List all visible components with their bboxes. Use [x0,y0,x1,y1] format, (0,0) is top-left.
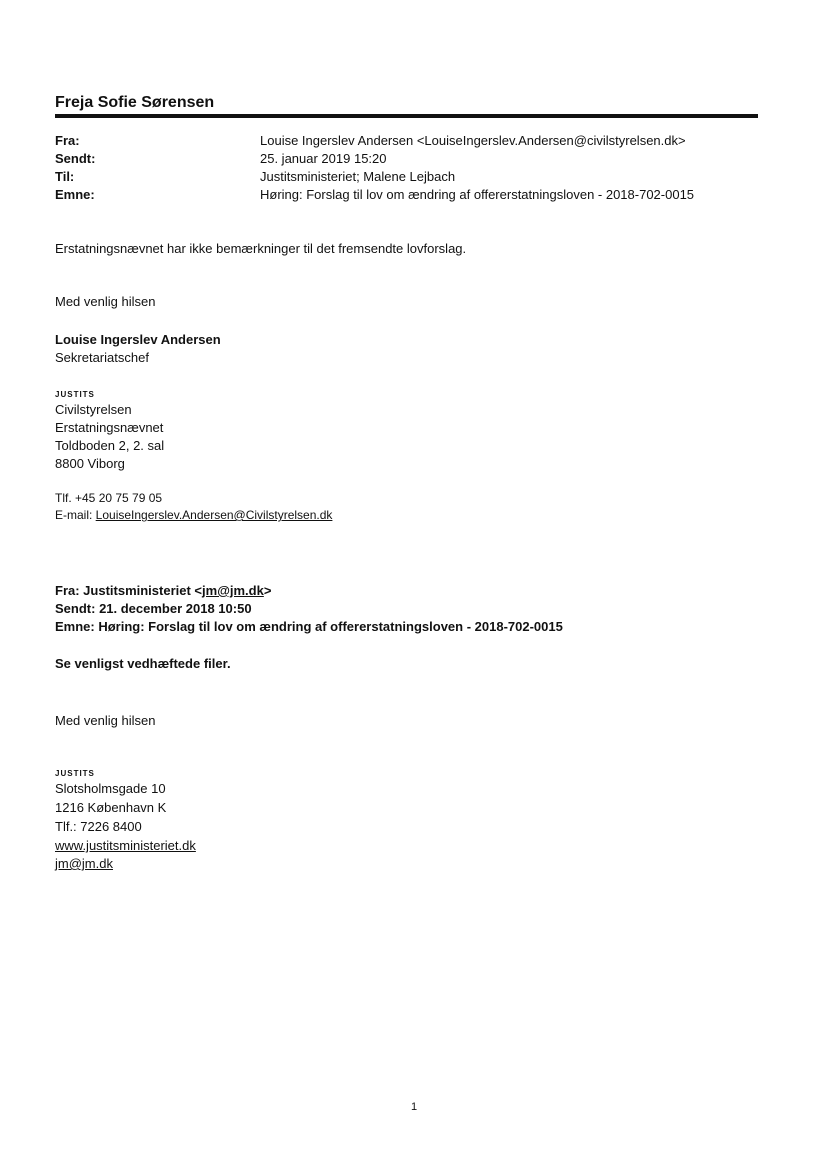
header-sent-value: 25. januar 2019 15:20 [260,151,387,166]
forwarded-from-email-link[interactable]: jm@jm.dk [202,583,264,598]
document-owner-name: Freja Sofie Sørensen [55,94,215,111]
header-to-row [55,168,758,186]
signature-name: Louise Ingerslev Andersen [55,332,221,347]
page-number: 1 [410,1101,418,1113]
forwarded-from-label: Fra: [55,583,84,598]
header-from-value: Louise Ingerslev Andersen <LouiseIngerslev.Andersen@civilstyrelsen.dk> [260,133,686,148]
forwarded-from-line [55,582,271,600]
header-from-label: Fra: [55,133,80,148]
header-sent-label: Sendt: [55,151,96,166]
forwarded-email-link[interactable]: jm@jm.dk [55,856,113,871]
forwarded-city: 1216 København K [55,800,167,815]
forwarded-body-text: Se venligst vedhæftede filer. [55,656,231,671]
signature-email-line [55,506,332,524]
header-to-value: Justitsministeriet; Malene Lejbach [260,169,456,184]
signature-city: 8800 Viborg [55,456,125,471]
forwarded-email-line [55,855,113,873]
signature-email-label: E-mail: [55,508,96,522]
forwarded-subject-label: Emne: [55,619,99,634]
header-subject-row [55,186,758,204]
forwarded-address: Slotsholmsgade 10 [55,781,166,796]
body-text: Erstatningsnævnet har ikke bemærkninger til det fremsendte lovforslag. [55,241,467,256]
signature-logo-text: JUSTITS [55,390,95,399]
signature-dept: Erstatningsnævnet [55,420,164,435]
forwarded-sent-line [55,600,252,618]
signature-email-link[interactable]: LouiseIngerslev.Andersen@Civilstyrelsen.dk [95,508,333,522]
forwarded-logo-text: JUSTITS [55,769,95,778]
forwarded-sent-value: 21. december 2018 10:50 [99,601,252,616]
signature-phone: Tlf. +45 20 75 79 05 [55,491,163,505]
signature-address: Toldboden 2, 2. sal [55,438,165,453]
forwarded-website-line [55,837,196,855]
header-subject-label: Emne: [55,187,95,202]
forwarded-subject-line [55,618,563,636]
header-divider [55,114,758,118]
forwarded-greeting: Med venlig hilsen [55,713,156,728]
header-sent-row [55,150,758,168]
signature-org: Civilstyrelsen [55,402,132,417]
forwarded-sent-label: Sendt: [55,601,100,616]
forwarded-from-close: > [263,583,272,598]
header-from-row [55,132,758,150]
signature-title: Sekretariatschef [55,350,149,365]
forwarded-website-link[interactable]: www.justitsministeriet.dk [55,838,196,853]
forwarded-subject-value: Høring: Forslag til lov om ændring af offererstatningsloven - 2018-702-0015 [98,619,563,634]
forwarded-phone: Tlf.: 7226 8400 [55,819,142,834]
header-subject-value: Høring: Forslag til lov om ændring af offererstatningsloven - 2018-702-0015 [260,187,695,202]
header-to-label: Til: [55,169,75,184]
greeting: Med venlig hilsen [55,294,156,309]
forwarded-from-name: Justitsministeriet < [83,583,203,598]
